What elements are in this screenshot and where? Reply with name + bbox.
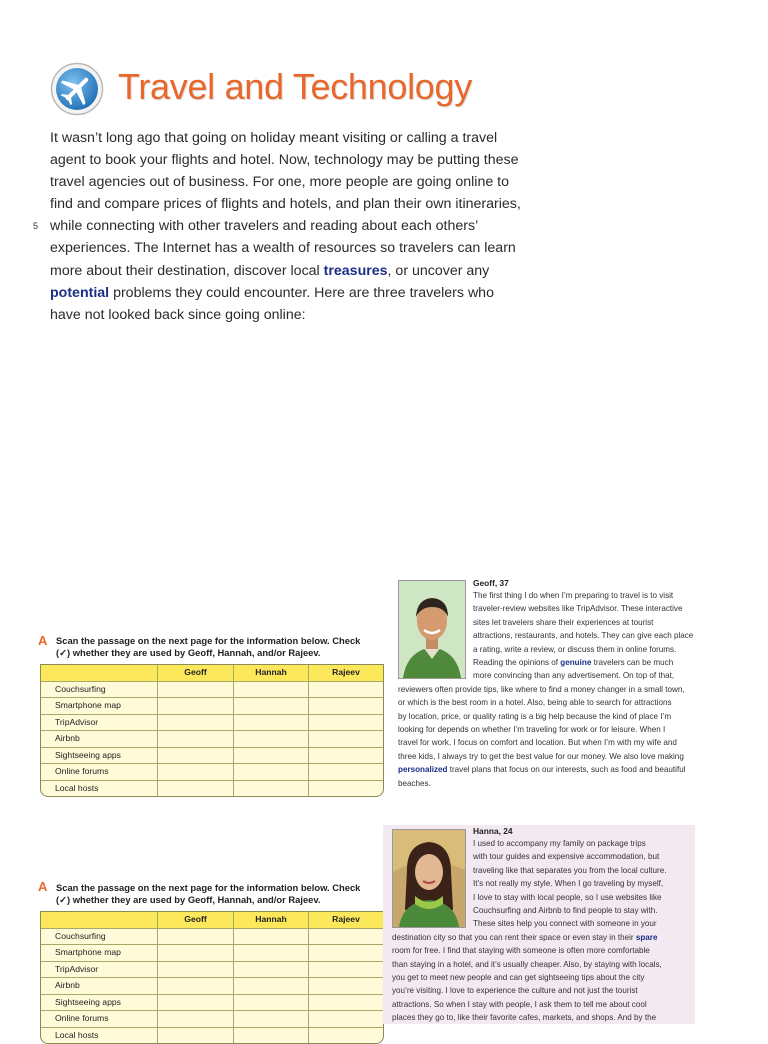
text-line: room for free. I find that staying with someone is often more comfortable	[392, 946, 650, 956]
text-line: than staying in a hotel, and it’s usually cheaper. Also, by staying with locals,	[392, 959, 662, 969]
text-line: places they go to, like their favorite cafes, markets, and shops. And by the	[392, 1013, 657, 1023]
line-number: 5	[33, 221, 39, 231]
text-line: three kids, I always try to get the best value for our money. We also love making	[398, 751, 684, 761]
row-label: TripAdvisor	[55, 963, 99, 974]
table-row	[41, 697, 383, 714]
check-cell[interactable]	[233, 978, 308, 994]
vocabulary-highlight: treasures	[323, 262, 388, 279]
check-cell[interactable]	[157, 929, 233, 945]
text-line: It wasn’t long ago that going on holiday meant visiting or calling a travel	[50, 130, 498, 146]
check-cell[interactable]	[308, 764, 383, 780]
text-segment: problems they could encounter. Here are three travelers who	[109, 284, 494, 301]
text-line: traveling like that separates you from the local culture.	[473, 865, 667, 875]
text-line: These sites help you connect with someone in your	[473, 919, 657, 929]
text-segment: travel plans that focus on our interests, such as food and beautiful	[447, 765, 686, 775]
text-line: more convincing than any advertisement. On top of that,	[473, 671, 675, 681]
check-cell[interactable]	[308, 1011, 383, 1027]
text-line: traveler-review websites like TripAdvisor. These interactive	[473, 604, 683, 614]
page-title: Travel and Technology	[118, 66, 472, 107]
check-cell[interactable]	[233, 945, 308, 961]
row-label: Local hosts	[55, 1029, 99, 1040]
text-line: beaches.	[398, 778, 431, 788]
column-header: Geoff	[157, 665, 233, 681]
intro-paragraph	[50, 127, 550, 326]
checklist-table	[40, 664, 384, 797]
table-row	[41, 1027, 383, 1044]
text-line: a rating, write a review, or discuss them in online forums.	[473, 644, 677, 654]
header-blank-cell	[41, 665, 157, 681]
check-cell[interactable]	[308, 781, 383, 797]
check-cell[interactable]	[308, 995, 383, 1011]
airplane-icon	[50, 62, 104, 116]
row-label: Couchsurfing	[55, 683, 106, 694]
table-row	[41, 1010, 383, 1027]
text-line: The first thing I do when I’m preparing to travel is to visit	[473, 591, 674, 600]
activity-instructions: Scan the passage on the next page for the information below. Check (✓) whether they are used by Geoff, Hannah, and/or Rajeev.	[56, 635, 361, 658]
check-cell[interactable]	[308, 731, 383, 747]
table-row	[41, 681, 383, 698]
check-cell[interactable]	[308, 945, 383, 961]
text-line	[50, 282, 550, 304]
column-header: Hannah	[233, 912, 308, 928]
activity-instructions: Scan the passage on the next page for the information below. Check (✓) whether they are used by Geoff, Hannah, and/or Rajeev.	[56, 882, 361, 905]
text-line: attractions. So when I stay with people, I ask them to tell me about cool	[392, 999, 647, 1009]
text-line	[392, 931, 666, 944]
check-cell[interactable]	[233, 995, 308, 1011]
geoff-name: Geoff, 37	[473, 578, 509, 588]
check-cell[interactable]	[308, 962, 383, 978]
text-line: you’re visiting. I love to experience the culture and not just the tourist	[392, 986, 638, 996]
text-line: by location, price, or quality rating is a big help because the kind of place I’m	[398, 711, 672, 721]
table-header-row	[41, 665, 383, 681]
text-line: travel agencies out of business. For one, more people are going online to	[50, 174, 510, 191]
text-line: agent to book your flights and hotel. Now, technology may be putting these	[50, 152, 519, 169]
vocabulary-highlight: personalized	[398, 765, 448, 775]
row-label: Online forums	[55, 766, 109, 776]
table-row	[41, 780, 383, 797]
check-cell[interactable]	[157, 698, 233, 714]
check-cell[interactable]	[157, 748, 233, 764]
text-line: have not looked back since going online:	[50, 306, 306, 323]
hanna-text	[392, 837, 666, 1025]
text-line: or which is the best room in a hotel. Also, being able to search for attractions	[398, 698, 672, 708]
text-line: attractions, restaurants, and hotels. They can give each place	[473, 631, 694, 641]
table-row	[41, 994, 383, 1011]
check-cell[interactable]	[157, 682, 233, 698]
check-cell[interactable]	[157, 962, 233, 978]
text-line: Couchsurfing and Airbnb to find people to stay with.	[473, 906, 658, 916]
header-blank-cell	[41, 912, 157, 928]
text-line: I love to stay with local people, so I use websites like	[473, 892, 662, 902]
table-row	[41, 961, 383, 978]
check-cell[interactable]	[233, 764, 308, 780]
check-cell[interactable]	[157, 1028, 233, 1044]
text-line: looking for depends on whether I’m traveling for work or for leisure. When I	[398, 725, 666, 735]
check-cell[interactable]	[308, 978, 383, 994]
check-cell[interactable]	[157, 978, 233, 994]
text-segment: Reading the opinions of	[473, 658, 561, 668]
column-header: Geoff	[157, 912, 233, 928]
table-header-row	[41, 912, 383, 928]
geoff-text	[398, 589, 693, 790]
text-line	[50, 260, 550, 282]
check-cell[interactable]	[233, 715, 308, 731]
check-cell[interactable]	[233, 731, 308, 747]
text-segment: travelers can be much	[591, 658, 674, 668]
text-line: with tour guides and expensive accommodation, but	[473, 852, 660, 862]
vocabulary-highlight: spare	[635, 932, 658, 942]
column-header: Hannah	[233, 665, 308, 681]
text-line: sites let travelers share their experiences at tourist	[473, 617, 654, 627]
text-segment: more about their destination, discover local	[50, 262, 324, 279]
hanna-name: Hanna, 24	[473, 826, 513, 836]
activity-letter: A	[38, 879, 48, 894]
check-cell[interactable]	[157, 1011, 233, 1027]
row-label: Sightseeing apps	[55, 749, 121, 760]
check-cell[interactable]	[157, 995, 233, 1011]
text-segment: , or uncover any	[387, 262, 490, 279]
column-header: Rajeev	[308, 912, 383, 928]
check-cell[interactable]	[233, 962, 308, 978]
vocabulary-highlight: genuine	[560, 658, 592, 668]
check-cell[interactable]	[308, 682, 383, 698]
row-label: Airbnb	[55, 980, 80, 990]
row-label: Smartphone map	[55, 700, 121, 710]
text-line	[398, 656, 693, 669]
check-cell[interactable]	[308, 1028, 383, 1044]
check-cell[interactable]	[308, 715, 383, 731]
check-cell[interactable]	[308, 698, 383, 714]
check-cell[interactable]	[157, 764, 233, 780]
check-cell[interactable]	[233, 748, 308, 764]
text-line: while connecting with other travelers and reading about each others’	[50, 218, 479, 235]
text-line: I used to accompany my family on package trips	[473, 839, 646, 848]
check-cell[interactable]	[308, 748, 383, 764]
table-row	[41, 763, 383, 780]
check-cell[interactable]	[233, 1011, 308, 1027]
row-label: Online forums	[55, 1013, 109, 1023]
vocabulary-highlight: potential	[50, 284, 110, 301]
row-label: Airbnb	[55, 733, 80, 743]
table-row	[41, 747, 383, 764]
check-cell[interactable]	[233, 698, 308, 714]
check-cell[interactable]	[157, 715, 233, 731]
table-row	[41, 977, 383, 994]
check-cell[interactable]	[157, 781, 233, 797]
row-label: Smartphone map	[55, 947, 121, 957]
text-line: It’s not really my style. When I go traveling by myself,	[473, 879, 664, 889]
check-cell[interactable]	[157, 731, 233, 747]
table-row	[41, 944, 383, 961]
table-row	[41, 928, 383, 945]
table-row	[41, 714, 383, 731]
row-label: Couchsurfing	[55, 930, 106, 941]
row-label: Local hosts	[55, 782, 99, 793]
text-line: travel for work, I focus on comfort and location. But when I’m with my wife and	[398, 738, 677, 748]
text-line: experiences. The Internet has a wealth of resources so travelers can learn	[50, 240, 516, 257]
text-segment: destination city so that you can rent their space or even stay in their	[392, 932, 636, 942]
row-label: TripAdvisor	[55, 716, 99, 727]
text-line: reviewers often provide tips, like where to find a money changer in a small town,	[398, 684, 685, 694]
check-cell[interactable]	[233, 929, 308, 945]
text-line	[398, 763, 693, 776]
check-cell[interactable]	[233, 1028, 308, 1044]
check-cell[interactable]	[233, 682, 308, 698]
activity-letter: A	[38, 633, 48, 648]
check-cell[interactable]	[233, 781, 308, 797]
checklist-table	[40, 911, 384, 1044]
row-label: Sightseeing apps	[55, 996, 121, 1007]
check-cell[interactable]	[308, 929, 383, 945]
column-header: Rajeev	[308, 665, 383, 681]
check-cell[interactable]	[157, 945, 233, 961]
text-line: you get to meet new people and can get sightseeing tips about the city	[392, 973, 645, 983]
text-line: find and compare prices of flights and hotels, and plan their own itineraries,	[50, 196, 521, 213]
table-row	[41, 730, 383, 747]
